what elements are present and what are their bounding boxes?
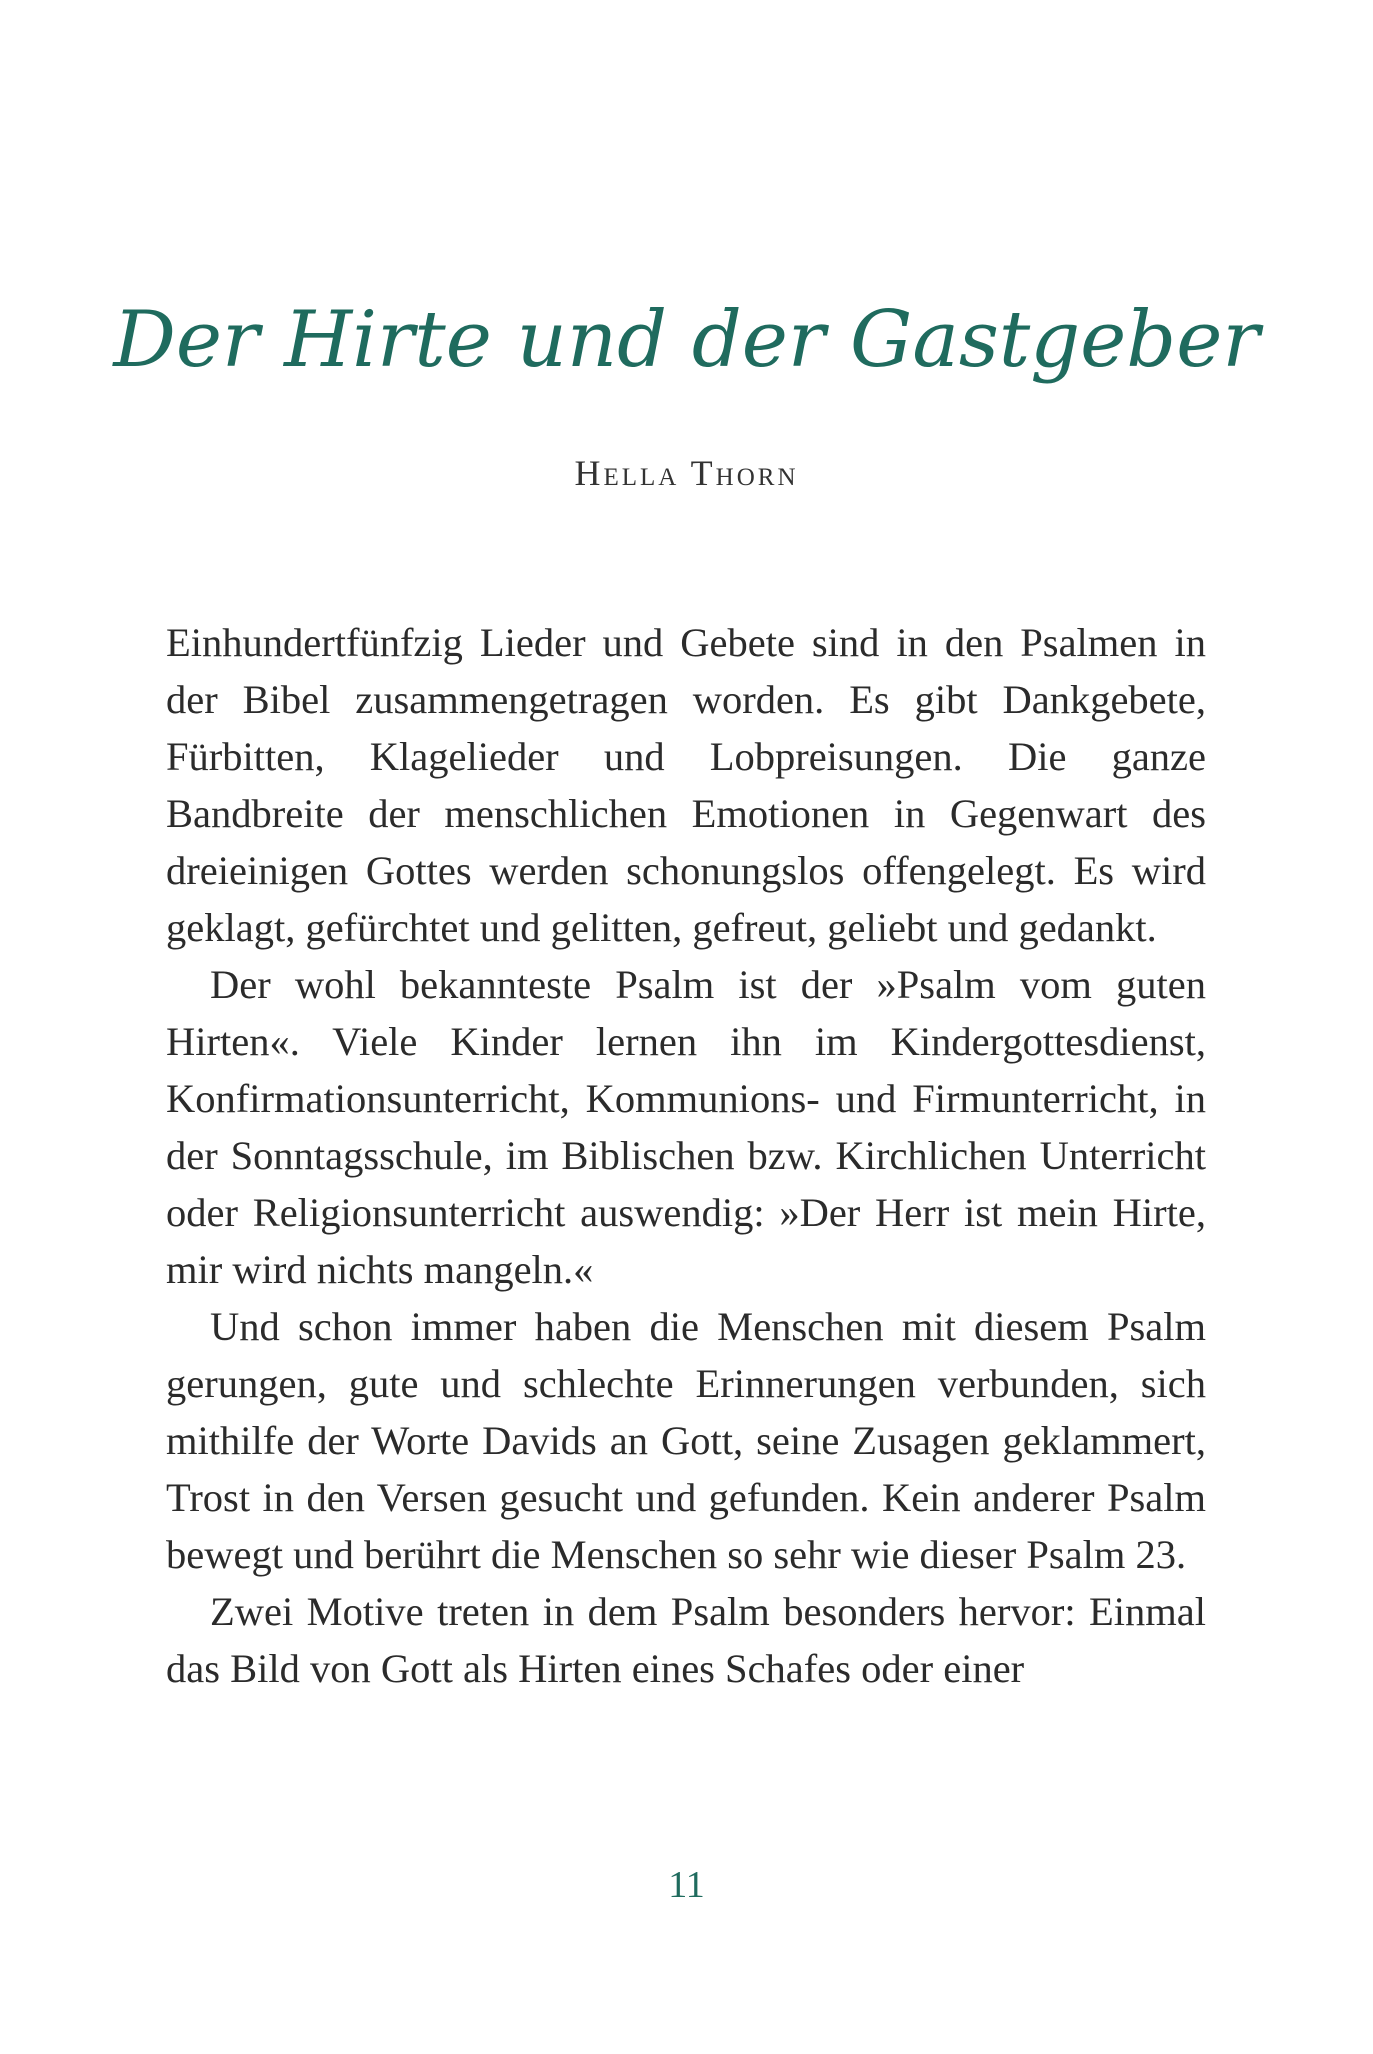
paragraph-2: Der wohl bekannteste Psalm ist der »Psalm vom guten Hirten«. Viele Kinder lernen ihn im Kindergottesdienst, Konfirmationsunterricht, Kommunions- und Firmunterricht, in der Sonntagsschule, im Biblischen bzw. Kirchlichen Unterricht oder Religionsunterricht auswendig: »Der Herr ist mein Hirte, mir wird nichts mangeln.« xyxy=(166,962,1206,1292)
page-number: 11 xyxy=(668,1864,705,1906)
paragraph-4: Zwei Motive treten in dem Psalm besonders hervor: Einmal das Bild von Gott als Hirten eines Schafes oder einer xyxy=(166,1589,1206,1691)
body-text xyxy=(166,614,1206,1697)
paragraph-1: Einhundertfünfzig Lieder und Gebete sind in den Psalmen in der Bibel zusammengetragen worden. Es gibt Dankgebete, Fürbitten, Klagelieder und Lobpreisungen. Die ganze Bandbreite der menschlichen Emotionen in Gegenwart des dreieinigen Gottes werden schonungslos offengelegt. Es wird geklagt, gefürchtet und gelitten, gefreut, geliebt und gedankt. xyxy=(166,620,1206,950)
paragraph-3: Und schon immer haben die Menschen mit diesem Psalm gerungen, gute und schlechte Erinnerungen verbunden, sich mithilfe der Worte Davids an Gott, seine Zusagen geklammert, Trost in den Versen gesucht und gefunden. Kein anderer Psalm bewegt und berührt die Menschen so sehr wie dieser Psalm 23. xyxy=(166,1304,1206,1577)
chapter-title: Der Hirte und der Gastgeber xyxy=(113,295,1260,385)
chapter-author: Hella Thorn xyxy=(574,453,799,493)
